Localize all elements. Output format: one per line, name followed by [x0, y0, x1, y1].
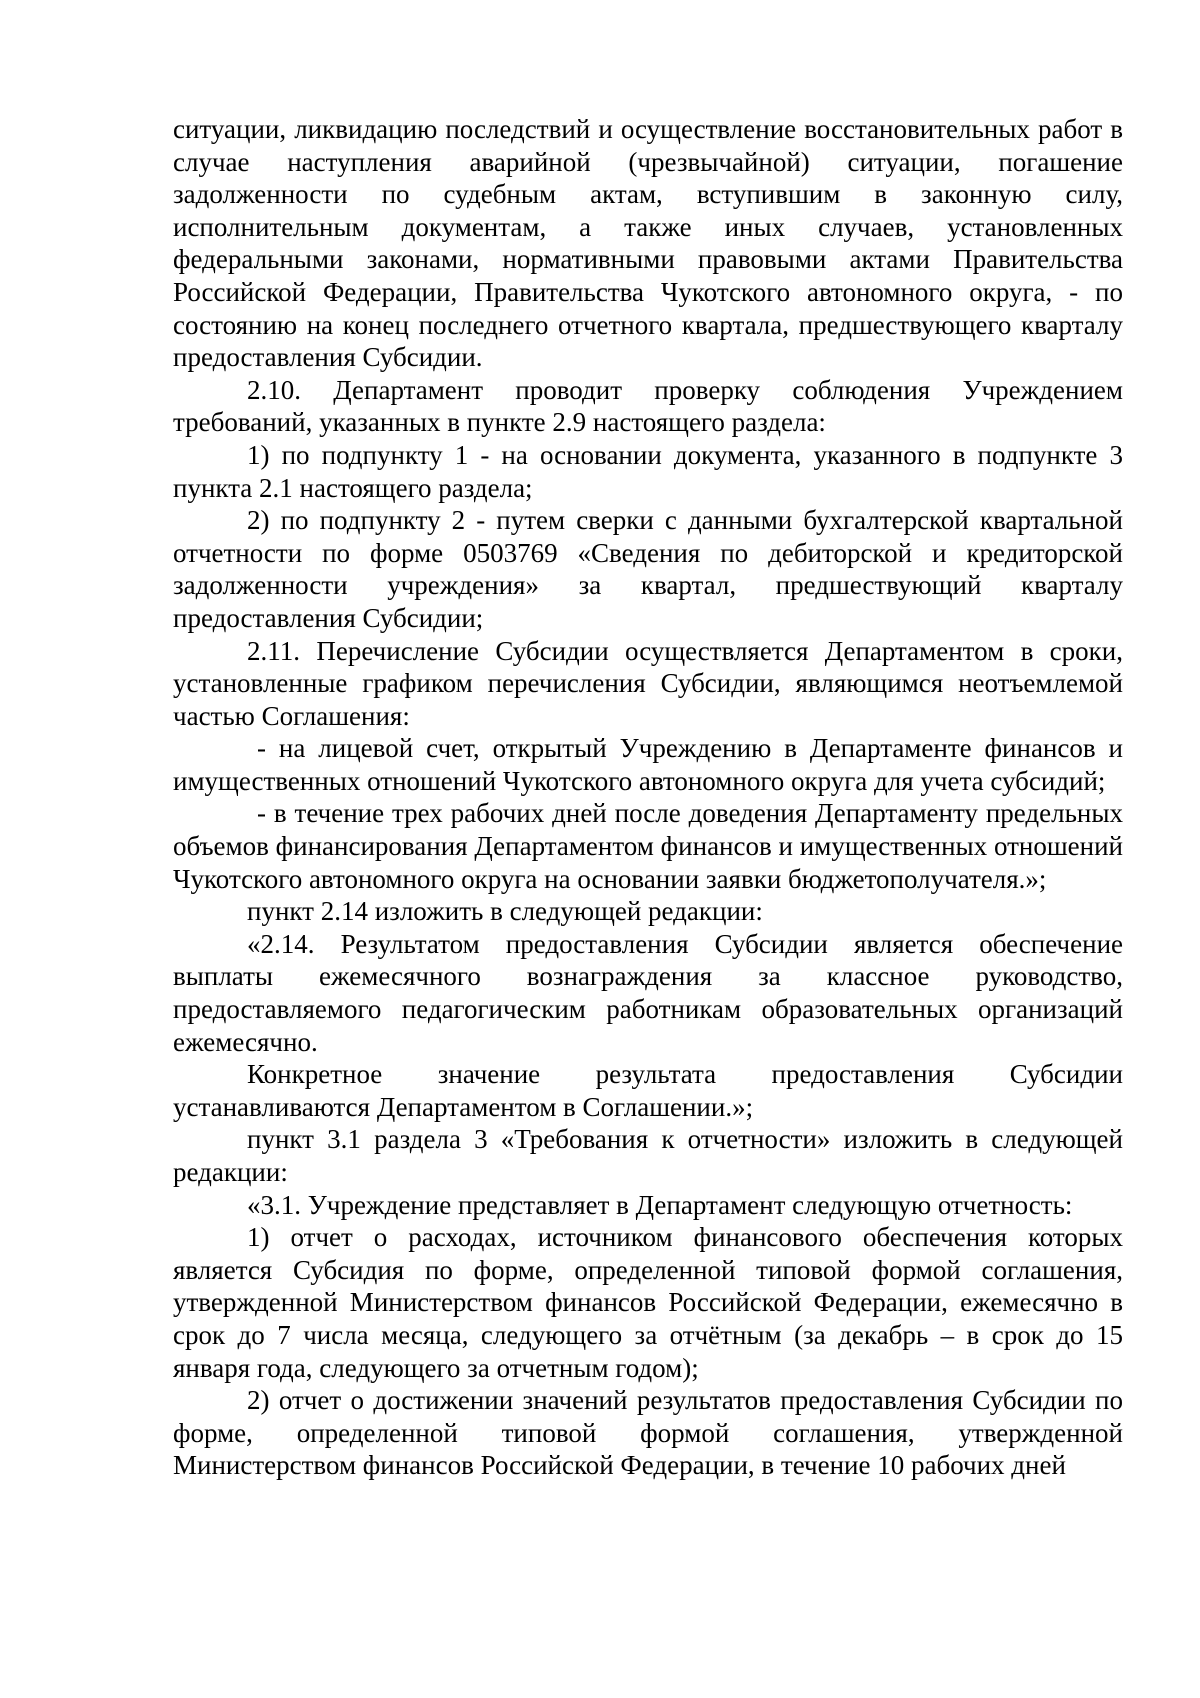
paragraph-subitem-1: 1) по подпункту 1 - на основании документа, указанного в подпункте 3 пункта 2.1 настоящего раздела;: [173, 439, 1123, 503]
paragraph-report-1: 1) отчет о расходах, источником финансового обеспечения которых является Субсидия по форме, определенной типовой формой соглашения, утвержденной Министерством финансов Российской Федерации, ежемесячно в срок до 7 числа месяца, следующего за отчётным (за декабрь – в срок до 15 января года, следующего за отчетным годом);: [173, 1222, 1123, 1383]
paragraph-result-value: Конкретное значение результата предоставления Субсидии устанавливаются Департаментом в Соглашении.»;: [173, 1059, 1123, 1122]
paragraph-report-2: 2) отчет о достижении значений результатов предоставления Субсидии по форме, определенной типовой формой соглашения, утвержденной Министерством финансов Российской Федерации, в течение 10 рабочих дней: [173, 1385, 1123, 1481]
paragraph-dash-item-1: - на лицевой счет, открытый Учреждению в Департаменте финансов и имущественных отношений Чукотского автономного округа для учета субсидий;: [173, 733, 1123, 796]
document-body: [173, 113, 1123, 1482]
paragraph-subitem-2: 2) по подпункту 2 - путем сверки с данными бухгалтерской квартальной отчетности по форме 0503769 «Сведения по дебиторской и кредиторской задолженности учреждения» за квартал, предшествующий кварталу предоставления Субсидии;: [173, 505, 1123, 633]
paragraph-2-11: 2.11. Перечисление Субсидии осуществляется Департаментом в сроки, установленные графиком перечисления Субсидии, являющимся неотъемлемой частью Соглашения:: [173, 635, 1123, 731]
paragraph-2-10: 2.10. Департамент проводит проверку соблюдения Учреждением требований, указанных в пункте 2.9 настоящего раздела:: [173, 374, 1123, 438]
paragraph-dash-item-2: - в течение трех рабочих дней после доведения Департаменту предельных объемов финансирования Департаментом финансов и имущественных отношений Чукотского автономного округа на основании заявки бюджетополучателя.»;: [173, 798, 1123, 894]
paragraph-amend-2-14: пункт 2.14 изложить в следующей редакции:: [247, 896, 763, 927]
paragraph-2-14: «2.14. Результатом предоставления Субсидии является обеспечение выплаты ежемесячного вознаграждения за классное руководство, предоставляемого педагогическим работникам образовательных организаций ежемесячно.: [173, 928, 1123, 1057]
paragraph-3-1: «3.1. Учреждение представляет в Департамент следующую отчетность:: [247, 1189, 1073, 1220]
paragraph-amend-3-1: пункт 3.1 раздела 3 «Требования к отчетности» изложить в следующей редакции:: [173, 1124, 1123, 1187]
paragraph-continuation: ситуации, ликвидацию последствий и осуществление восстановительных работ в случае наступления аварийной (чрезвычайной) ситуации, погашение задолженности по судебным актам, вступившим в законную силу, исполнительным документам, а также иных случаев, установленных федеральными законами, нормативными правовыми актами Правительства Российской Федерации, Правительства Чукотского автономного округа, - по состоянию на конец последнего отчетного квартала, предшествующего кварталу предоставления Субсидии.: [173, 114, 1123, 373]
